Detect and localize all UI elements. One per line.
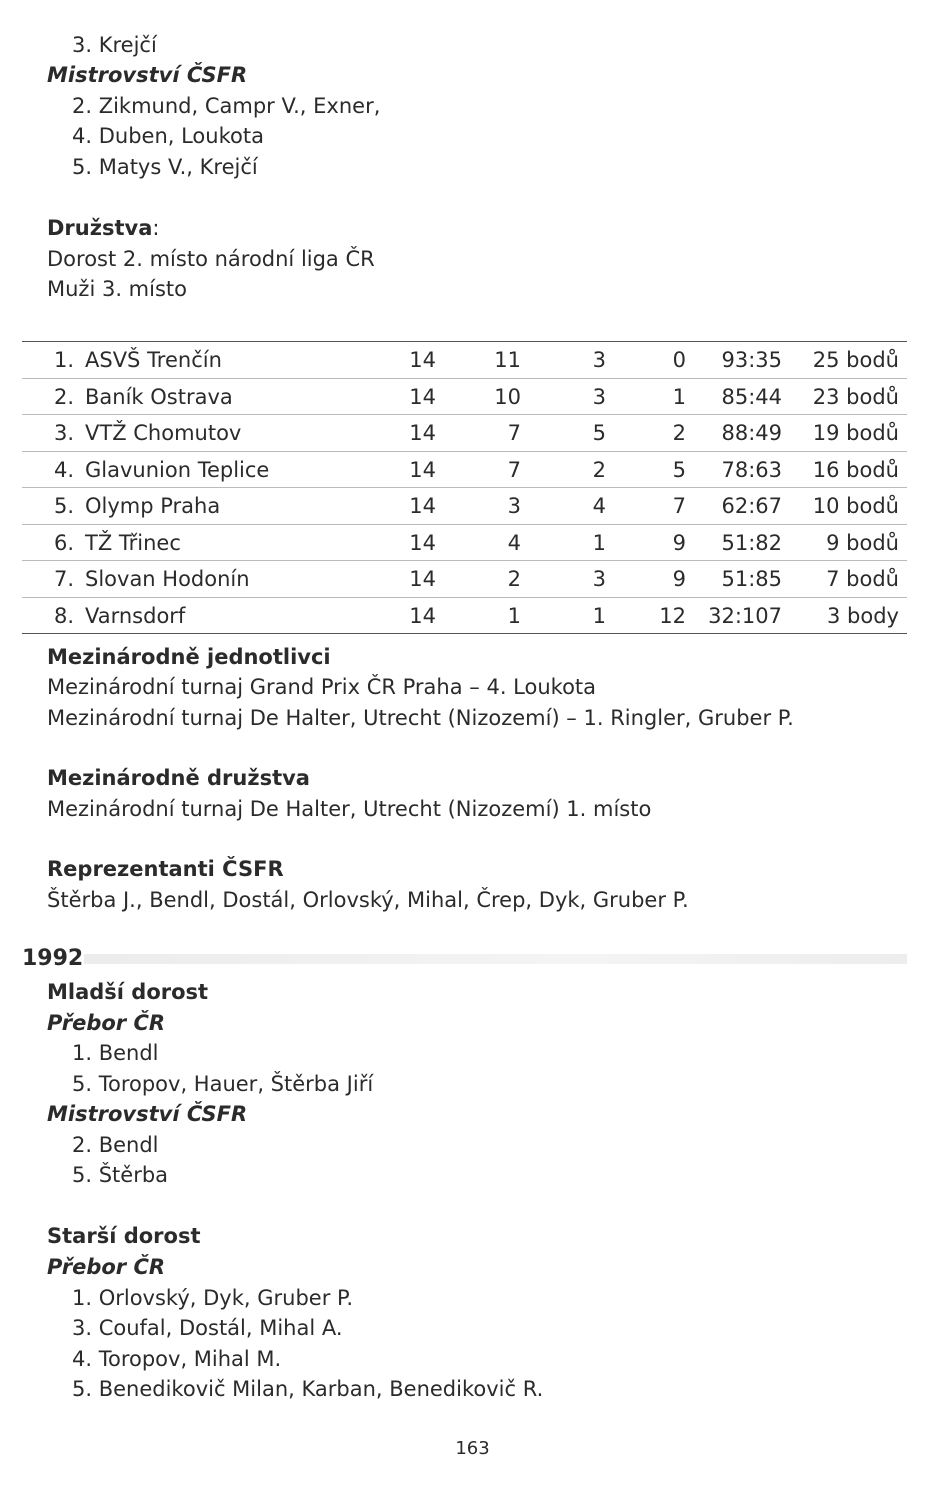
section-heading: Reprezentanti ČSFR [47, 857, 284, 881]
result-line: 4. Duben, Loukota [72, 124, 264, 148]
won-cell: 10 [494, 384, 521, 409]
points-cell: 16 bodů [812, 457, 899, 482]
lost-cell: 1 [672, 384, 686, 409]
played-cell: 14 [409, 494, 436, 518]
text-line: Muži 3. místo [47, 277, 187, 301]
won-cell: 7 [507, 457, 521, 482]
points-cell: 19 bodů [812, 421, 899, 445]
text-line: Štěrba J., Bendl, Dostál, Orlovský, Mihal, Črep, Dyk, Gruber P. [47, 888, 689, 912]
section-subheading: Mistrovství ČSFR [47, 1102, 248, 1126]
played-cell: 14 [409, 603, 436, 628]
drawn-cell: 4 [592, 494, 606, 518]
lost-cell: 9 [672, 567, 686, 591]
score-cell: 88:49 [721, 421, 782, 445]
played-cell: 14 [409, 530, 436, 555]
section-subheading: Přebor ČR [47, 1255, 166, 1279]
rank-cell: 8. [53, 603, 74, 628]
rank-cell: 6. [53, 530, 74, 555]
section-heading: Mladší dorost [47, 980, 209, 1004]
score-cell: 32:107 [708, 603, 782, 628]
result-line: 5. Benedikovič Milan, Karban, Benedikovič R. [72, 1377, 544, 1401]
section-subheading: Mistrovství ČSFR [47, 63, 248, 87]
result-line: 5. Matys V., Krejčí [72, 155, 258, 179]
score-cell: 62:67 [721, 494, 782, 518]
result-line: 5. Toropov, Hauer, Štěrba Jiří [72, 1072, 374, 1096]
section-heading: Mezinárodně družstva [47, 766, 310, 790]
played-cell: 14 [409, 421, 436, 445]
result-line: 3. Krejčí [72, 33, 157, 57]
teams-heading-line [47, 214, 159, 242]
table-row [22, 525, 907, 562]
section-subheading: Přebor ČR [47, 1011, 166, 1035]
text-line: Mezinárodní turnaj De Halter, Utrecht (Nizozemí) – 1. Ringler, Gruber P. [47, 706, 794, 730]
team-cell: ASVŠ Trenčín [85, 348, 222, 372]
lost-cell: 7 [672, 494, 686, 518]
lost-cell: 0 [672, 348, 686, 372]
points-cell: 25 bodů [812, 348, 899, 372]
lost-cell: 2 [672, 421, 686, 445]
team-cell: Olymp Praha [85, 494, 221, 518]
rank-cell: 2. [53, 384, 74, 409]
score-cell: 85:44 [721, 384, 782, 409]
result-line: 4. Toropov, Mihal M. [72, 1347, 282, 1371]
score-cell: 51:85 [721, 567, 782, 591]
section-heading: Družstva [47, 216, 153, 240]
team-cell: Varnsdorf [85, 603, 186, 628]
lost-cell: 12 [659, 603, 686, 628]
year-heading: 1992 [22, 946, 84, 971]
year-bar [22, 944, 907, 974]
drawn-cell: 3 [592, 384, 606, 409]
won-cell: 1 [507, 603, 521, 628]
rank-cell: 3. [53, 421, 74, 445]
text-line: Mezinárodní turnaj De Halter, Utrecht (Nizozemí) 1. místo [47, 797, 652, 821]
rank-cell: 1. [53, 348, 74, 372]
table-row [22, 561, 907, 598]
points-cell: 10 bodů [812, 494, 899, 518]
drawn-cell: 5 [592, 421, 606, 445]
won-cell: 11 [494, 348, 521, 372]
score-cell: 78:63 [721, 457, 782, 482]
team-cell: Slovan Hodonín [85, 567, 250, 591]
points-cell: 9 bodů [826, 530, 899, 555]
lost-cell: 5 [672, 457, 686, 482]
won-cell: 2 [507, 567, 521, 591]
table-row [22, 488, 907, 525]
rank-cell: 5. [53, 494, 74, 518]
result-line: 2. Bendl [72, 1133, 159, 1157]
league-table [22, 341, 907, 634]
won-cell: 7 [507, 421, 521, 445]
rank-cell: 4. [53, 457, 74, 482]
heading-colon: : [152, 216, 160, 240]
points-cell: 23 bodů [812, 384, 899, 409]
played-cell: 14 [409, 457, 436, 482]
drawn-cell: 3 [592, 348, 606, 372]
team-cell: VTŽ Chomutov [85, 421, 242, 445]
section-heading: Starší dorost [47, 1224, 201, 1248]
table-row [22, 379, 907, 416]
table-row [22, 342, 907, 379]
result-line: 1. Bendl [72, 1041, 159, 1065]
team-cell: TŽ Třinec [85, 530, 181, 555]
score-cell: 51:82 [721, 530, 782, 555]
page-number: 163 [455, 1438, 490, 1459]
drawn-cell: 2 [592, 457, 606, 482]
section-heading: Mezinárodně jednotlivci [47, 645, 331, 669]
table-row [22, 598, 907, 634]
drawn-cell: 1 [592, 530, 606, 555]
team-cell: Glavunion Teplice [85, 457, 270, 482]
year-rule [84, 954, 907, 964]
result-line: 3. Coufal, Dostál, Mihal A. [72, 1316, 343, 1340]
won-cell: 3 [507, 494, 521, 518]
result-line: 2. Zikmund, Campr V., Exner, [72, 94, 381, 118]
text-line: Dorost 2. místo národní liga ČR [47, 247, 375, 271]
result-line: 5. Štěrba [72, 1163, 169, 1187]
score-cell: 93:35 [721, 348, 782, 372]
played-cell: 14 [409, 567, 436, 591]
won-cell: 4 [507, 530, 521, 555]
table-row [22, 452, 907, 489]
lost-cell: 9 [672, 530, 686, 555]
text-line: Mezinárodní turnaj Grand Prix ČR Praha – 4. Loukota [47, 675, 597, 699]
team-cell: Baník Ostrava [85, 384, 233, 409]
points-cell: 3 body [827, 603, 899, 628]
rank-cell: 7. [53, 567, 74, 591]
drawn-cell: 3 [592, 567, 606, 591]
played-cell: 14 [409, 348, 436, 372]
drawn-cell: 1 [592, 603, 606, 628]
table-row [22, 415, 907, 452]
result-line: 1. Orlovský, Dyk, Gruber P. [72, 1286, 354, 1310]
played-cell: 14 [409, 384, 436, 409]
points-cell: 7 bodů [826, 567, 899, 591]
